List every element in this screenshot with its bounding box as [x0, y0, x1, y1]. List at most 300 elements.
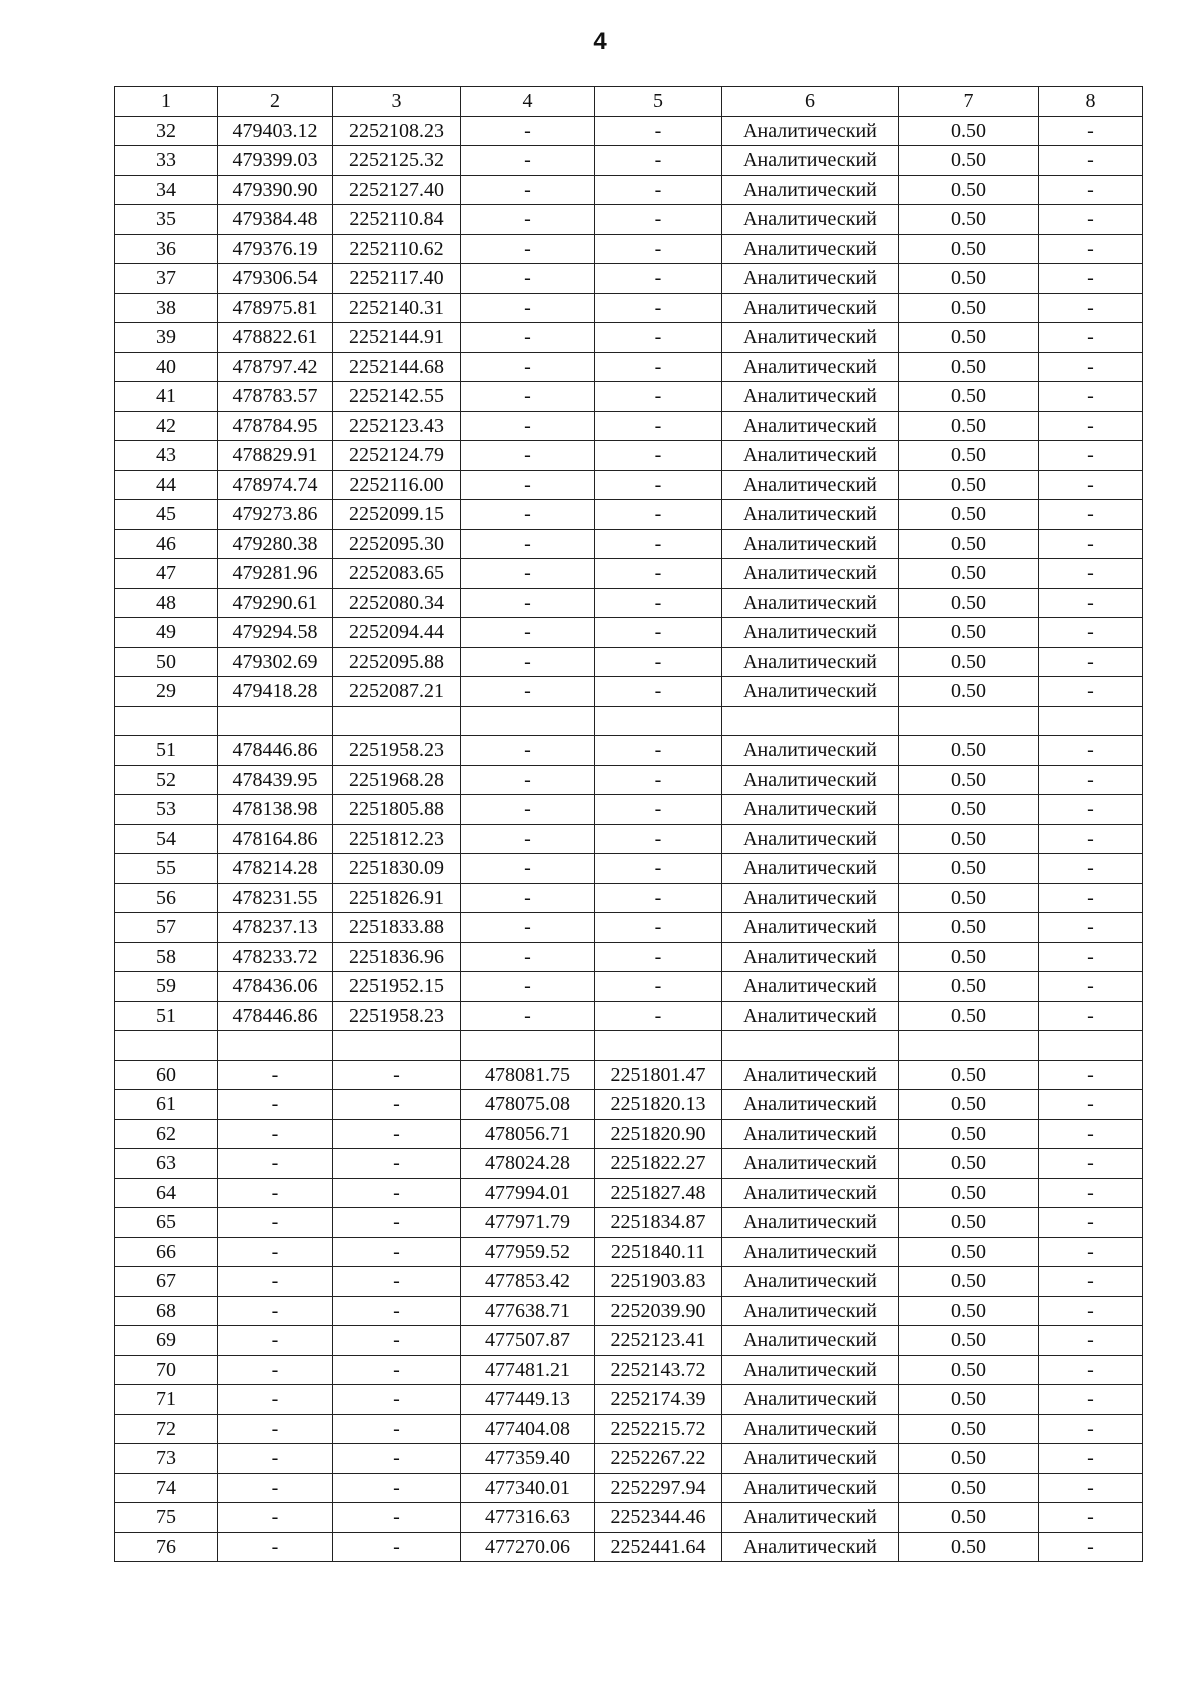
- table-cell: 2252174.39: [595, 1385, 722, 1415]
- table-cell: 0.50: [899, 883, 1039, 913]
- table-row: [115, 1178, 1143, 1208]
- table-cell: 0.50: [899, 647, 1039, 677]
- table-cell: -: [595, 293, 722, 323]
- table-cell: 478237.13: [218, 913, 333, 943]
- table-cell: 477853.42: [461, 1267, 595, 1297]
- table-cell: 0.50: [899, 146, 1039, 176]
- table-cell: -: [595, 382, 722, 412]
- table-cell: 479390.90: [218, 175, 333, 205]
- table-cell: 0.50: [899, 175, 1039, 205]
- table-cell: 0.50: [899, 1119, 1039, 1149]
- table-cell: Аналитический: [722, 942, 899, 972]
- table-cell: 50: [115, 647, 218, 677]
- table-cell: 478081.75: [461, 1060, 595, 1090]
- table-cell: 478446.86: [218, 736, 333, 766]
- table-cell: 42: [115, 411, 218, 441]
- table-cell: 0.50: [899, 529, 1039, 559]
- table-cell: Аналитический: [722, 824, 899, 854]
- table-cell: 0.50: [899, 1532, 1039, 1562]
- table-cell: -: [1039, 352, 1143, 382]
- table-cell: 76: [115, 1532, 218, 1562]
- table-cell: -: [1039, 1473, 1143, 1503]
- table-cell: -: [461, 883, 595, 913]
- table-cell: Аналитический: [722, 234, 899, 264]
- table-cell: Аналитический: [722, 647, 899, 677]
- table-cell: 2252123.41: [595, 1326, 722, 1356]
- table-row: [115, 175, 1143, 205]
- table-cell: -: [218, 1119, 333, 1149]
- table-cell: 2252441.64: [595, 1532, 722, 1562]
- table-cell: Аналитический: [722, 1414, 899, 1444]
- table-cell: 0.50: [899, 913, 1039, 943]
- table-cell: 2252094.44: [333, 618, 461, 648]
- table-cell: -: [595, 677, 722, 707]
- table-cell: 477507.87: [461, 1326, 595, 1356]
- table-cell: 0.50: [899, 1090, 1039, 1120]
- table-cell: 29: [115, 677, 218, 707]
- table-row: [115, 972, 1143, 1002]
- table-cell: 479302.69: [218, 647, 333, 677]
- table-row: [115, 677, 1143, 707]
- table-cell: 2251834.87: [595, 1208, 722, 1238]
- table-cell: -: [218, 1296, 333, 1326]
- table-cell: -: [595, 618, 722, 648]
- column-header: 5: [595, 87, 722, 117]
- table-cell: 65: [115, 1208, 218, 1238]
- table-cell: Аналитический: [722, 1444, 899, 1474]
- table-cell: -: [461, 618, 595, 648]
- table-cell: [333, 1031, 461, 1061]
- table-cell: 2252116.00: [333, 470, 461, 500]
- table-cell: -: [461, 854, 595, 884]
- table-cell: 479294.58: [218, 618, 333, 648]
- table-cell: -: [461, 765, 595, 795]
- table-cell: 0.50: [899, 264, 1039, 294]
- table-cell: -: [461, 411, 595, 441]
- table-cell: -: [461, 559, 595, 589]
- table-cell: 478233.72: [218, 942, 333, 972]
- table-row: [115, 529, 1143, 559]
- table-cell: 2251833.88: [333, 913, 461, 943]
- table-cell: Аналитический: [722, 323, 899, 353]
- table-cell: -: [1039, 1503, 1143, 1533]
- table-cell: Аналитический: [722, 795, 899, 825]
- table-row: [115, 795, 1143, 825]
- table-row: [115, 1355, 1143, 1385]
- table-cell: 70: [115, 1355, 218, 1385]
- table-cell: 0.50: [899, 588, 1039, 618]
- table-cell: 0.50: [899, 1208, 1039, 1238]
- table-cell: 479399.03: [218, 146, 333, 176]
- table-cell: [461, 706, 595, 736]
- table-cell: 0.50: [899, 972, 1039, 1002]
- table-cell: 2251820.90: [595, 1119, 722, 1149]
- table-cell: Аналитический: [722, 1090, 899, 1120]
- table-cell: Аналитический: [722, 441, 899, 471]
- table-cell: 2252087.21: [333, 677, 461, 707]
- table-cell: 62: [115, 1119, 218, 1149]
- table-cell: -: [218, 1060, 333, 1090]
- table-cell: 2251840.11: [595, 1237, 722, 1267]
- table-cell: -: [1039, 1178, 1143, 1208]
- table-cell: 478974.74: [218, 470, 333, 500]
- table-cell: -: [461, 352, 595, 382]
- table-cell: -: [1039, 1414, 1143, 1444]
- table-cell: -: [333, 1149, 461, 1179]
- table-cell: 478446.86: [218, 1001, 333, 1031]
- table-cell: 479376.19: [218, 234, 333, 264]
- table-cell: -: [1039, 824, 1143, 854]
- table-cell: -: [218, 1178, 333, 1208]
- table-cell: -: [461, 382, 595, 412]
- page-number: 4: [593, 28, 607, 55]
- table-cell: 0.50: [899, 1267, 1039, 1297]
- table-cell: 40: [115, 352, 218, 382]
- table-cell: Аналитический: [722, 1119, 899, 1149]
- table-cell: 56: [115, 883, 218, 913]
- table-cell: -: [1039, 1326, 1143, 1356]
- table-cell: Аналитический: [722, 1178, 899, 1208]
- table-cell: 45: [115, 500, 218, 530]
- table-cell: -: [1039, 441, 1143, 471]
- table-cell: 0.50: [899, 765, 1039, 795]
- table-cell: 2252117.40: [333, 264, 461, 294]
- table-cell: -: [1039, 1532, 1143, 1562]
- column-header: 7: [899, 87, 1039, 117]
- table-cell: -: [1039, 1149, 1143, 1179]
- column-header: 8: [1039, 87, 1143, 117]
- table-cell: 479306.54: [218, 264, 333, 294]
- table-row: [115, 854, 1143, 884]
- table-cell: Аналитический: [722, 293, 899, 323]
- table-cell: -: [595, 411, 722, 441]
- table-cell: 479280.38: [218, 529, 333, 559]
- table-cell: -: [595, 588, 722, 618]
- table-cell: 477270.06: [461, 1532, 595, 1562]
- table-row: [115, 1532, 1143, 1562]
- table-cell: Аналитический: [722, 1237, 899, 1267]
- table-cell: -: [333, 1532, 461, 1562]
- table-cell: -: [333, 1237, 461, 1267]
- table-cell: 478797.42: [218, 352, 333, 382]
- table-row: [115, 618, 1143, 648]
- table-cell: -: [1039, 146, 1143, 176]
- table-cell: [722, 706, 899, 736]
- table-cell: 0.50: [899, 677, 1039, 707]
- table-cell: 0.50: [899, 1001, 1039, 1031]
- table-cell: 0.50: [899, 824, 1039, 854]
- table-cell: -: [461, 795, 595, 825]
- table-cell: -: [218, 1237, 333, 1267]
- table-separator-row: [115, 1031, 1143, 1061]
- table-cell: -: [595, 647, 722, 677]
- table-cell: 48: [115, 588, 218, 618]
- table-cell: Аналитический: [722, 736, 899, 766]
- table-cell: -: [461, 234, 595, 264]
- table-cell: 478214.28: [218, 854, 333, 884]
- table-row: [115, 411, 1143, 441]
- table-cell: -: [595, 234, 722, 264]
- table-row: [115, 1060, 1143, 1090]
- table-cell: -: [333, 1267, 461, 1297]
- table-cell: -: [333, 1414, 461, 1444]
- table-cell: 36: [115, 234, 218, 264]
- table-cell: Аналитический: [722, 1532, 899, 1562]
- table-cell: 34: [115, 175, 218, 205]
- table-cell: 0.50: [899, 942, 1039, 972]
- table-cell: 2252080.34: [333, 588, 461, 618]
- table-cell: 0.50: [899, 1296, 1039, 1326]
- table-cell: -: [333, 1355, 461, 1385]
- table-row: [115, 736, 1143, 766]
- table-cell: 2252039.90: [595, 1296, 722, 1326]
- table-cell: -: [218, 1473, 333, 1503]
- table-cell: 0.50: [899, 1385, 1039, 1415]
- table-cell: 63: [115, 1149, 218, 1179]
- table-cell: 2252297.94: [595, 1473, 722, 1503]
- table-cell: -: [218, 1444, 333, 1474]
- table-cell: -: [595, 470, 722, 500]
- table-row: [115, 1090, 1143, 1120]
- table-cell: -: [1039, 1444, 1143, 1474]
- table-cell: Аналитический: [722, 382, 899, 412]
- table-cell: 477959.52: [461, 1237, 595, 1267]
- table-cell: 478829.91: [218, 441, 333, 471]
- table-row: [115, 1296, 1143, 1326]
- table-cell: Аналитический: [722, 411, 899, 441]
- table-cell: -: [333, 1090, 461, 1120]
- table-row: [115, 323, 1143, 353]
- table-cell: 477638.71: [461, 1296, 595, 1326]
- table-cell: -: [333, 1444, 461, 1474]
- table-cell: Аналитический: [722, 1208, 899, 1238]
- table-cell: 0.50: [899, 1473, 1039, 1503]
- table-cell: 478231.55: [218, 883, 333, 913]
- table-cell: [1039, 706, 1143, 736]
- table-cell: -: [218, 1267, 333, 1297]
- table-cell: 478164.86: [218, 824, 333, 854]
- table-cell: 2251830.09: [333, 854, 461, 884]
- table-cell: -: [461, 942, 595, 972]
- table-cell: -: [1039, 854, 1143, 884]
- table-cell: 0.50: [899, 1355, 1039, 1385]
- table-row: [115, 588, 1143, 618]
- table-cell: -: [595, 116, 722, 146]
- table-cell: -: [595, 323, 722, 353]
- table-cell: 2251827.48: [595, 1178, 722, 1208]
- table-cell: -: [1039, 1001, 1143, 1031]
- table-cell: 0.50: [899, 382, 1039, 412]
- table-cell: 2252110.62: [333, 234, 461, 264]
- table-cell: 2252083.65: [333, 559, 461, 589]
- table-cell: Аналитический: [722, 500, 899, 530]
- table-cell: -: [1039, 1385, 1143, 1415]
- table-cell: 0.50: [899, 1149, 1039, 1179]
- table-row: [115, 942, 1143, 972]
- table-cell: 59: [115, 972, 218, 1002]
- table-cell: -: [1039, 883, 1143, 913]
- table-cell: 2252144.68: [333, 352, 461, 382]
- table-cell: -: [1039, 588, 1143, 618]
- table-cell: 2252215.72: [595, 1414, 722, 1444]
- table-cell: 68: [115, 1296, 218, 1326]
- table-row: [115, 1503, 1143, 1533]
- table-cell: -: [595, 175, 722, 205]
- table-separator-row: [115, 706, 1143, 736]
- table-cell: 61: [115, 1090, 218, 1120]
- table-cell: 55: [115, 854, 218, 884]
- table-cell: [115, 1031, 218, 1061]
- table-cell: 477404.08: [461, 1414, 595, 1444]
- table-cell: -: [461, 677, 595, 707]
- table-cell: -: [333, 1326, 461, 1356]
- table-cell: -: [333, 1296, 461, 1326]
- table-cell: Аналитический: [722, 1473, 899, 1503]
- table-cell: -: [595, 264, 722, 294]
- table-cell: -: [461, 441, 595, 471]
- table-header-row: [115, 87, 1143, 117]
- table-cell: -: [595, 913, 722, 943]
- table-cell: Аналитический: [722, 559, 899, 589]
- table-cell: 43: [115, 441, 218, 471]
- table-cell: -: [1039, 470, 1143, 500]
- table-cell: 2251952.15: [333, 972, 461, 1002]
- table-cell: 478436.06: [218, 972, 333, 1002]
- table-cell: -: [461, 972, 595, 1002]
- table-row: [115, 293, 1143, 323]
- table-cell: 478975.81: [218, 293, 333, 323]
- table-cell: Аналитический: [722, 913, 899, 943]
- table-cell: 0.50: [899, 1503, 1039, 1533]
- table-cell: -: [218, 1355, 333, 1385]
- table-cell: Аналитический: [722, 146, 899, 176]
- table-cell: -: [595, 529, 722, 559]
- table-cell: 0.50: [899, 1444, 1039, 1474]
- table-cell: -: [1039, 1208, 1143, 1238]
- table-cell: 478822.61: [218, 323, 333, 353]
- table-cell: 478784.95: [218, 411, 333, 441]
- table-cell: -: [1039, 1267, 1143, 1297]
- table-cell: 479273.86: [218, 500, 333, 530]
- table-cell: 0.50: [899, 1178, 1039, 1208]
- table-row: [115, 1444, 1143, 1474]
- table-cell: Аналитический: [722, 677, 899, 707]
- table-cell: Аналитический: [722, 765, 899, 795]
- table-cell: -: [218, 1149, 333, 1179]
- table-cell: 2251820.13: [595, 1090, 722, 1120]
- table-row: [115, 1267, 1143, 1297]
- table-cell: 0.50: [899, 618, 1039, 648]
- table-cell: 478783.57: [218, 382, 333, 412]
- table-cell: 2251903.83: [595, 1267, 722, 1297]
- table-cell: 2252267.22: [595, 1444, 722, 1474]
- table-cell: -: [1039, 913, 1143, 943]
- table-cell: 477971.79: [461, 1208, 595, 1238]
- table-cell: Аналитический: [722, 588, 899, 618]
- table-cell: 51: [115, 736, 218, 766]
- table-cell: 39: [115, 323, 218, 353]
- table-cell: 2251805.88: [333, 795, 461, 825]
- table-cell: -: [595, 205, 722, 235]
- table-row: [115, 234, 1143, 264]
- table-cell: -: [595, 854, 722, 884]
- table-cell: 64: [115, 1178, 218, 1208]
- table-cell: -: [1039, 293, 1143, 323]
- table-row: [115, 1149, 1143, 1179]
- table-cell: -: [1039, 677, 1143, 707]
- table-cell: 37: [115, 264, 218, 294]
- table-cell: -: [461, 647, 595, 677]
- column-header: 3: [333, 87, 461, 117]
- table-cell: 33: [115, 146, 218, 176]
- table-cell: -: [461, 116, 595, 146]
- table-cell: -: [595, 352, 722, 382]
- table-cell: Аналитический: [722, 1385, 899, 1415]
- table-cell: -: [461, 323, 595, 353]
- table-row: [115, 146, 1143, 176]
- table-row: [115, 441, 1143, 471]
- table-cell: 2252110.84: [333, 205, 461, 235]
- table-cell: Аналитический: [722, 883, 899, 913]
- table-cell: -: [461, 913, 595, 943]
- table-cell: [333, 706, 461, 736]
- table-cell: -: [461, 588, 595, 618]
- table-cell: -: [461, 529, 595, 559]
- table-cell: 51: [115, 1001, 218, 1031]
- table-row: [115, 1326, 1143, 1356]
- table-cell: [218, 1031, 333, 1061]
- table-cell: -: [218, 1503, 333, 1533]
- table-cell: 44: [115, 470, 218, 500]
- table-cell: 2252144.91: [333, 323, 461, 353]
- table-cell: -: [1039, 234, 1143, 264]
- table-cell: 479290.61: [218, 588, 333, 618]
- table-cell: -: [461, 175, 595, 205]
- table-row: [115, 205, 1143, 235]
- table-cell: -: [461, 824, 595, 854]
- table-cell: -: [595, 441, 722, 471]
- table-cell: -: [218, 1532, 333, 1562]
- table-cell: 2251836.96: [333, 942, 461, 972]
- table-cell: -: [595, 824, 722, 854]
- table-cell: -: [595, 559, 722, 589]
- table-cell: 35: [115, 205, 218, 235]
- table-cell: 0.50: [899, 411, 1039, 441]
- column-header: 4: [461, 87, 595, 117]
- table-cell: 478138.98: [218, 795, 333, 825]
- table-row: [115, 1385, 1143, 1415]
- table-cell: 2251826.91: [333, 883, 461, 913]
- table-cell: Аналитический: [722, 205, 899, 235]
- table-row: [115, 500, 1143, 530]
- table-cell: [899, 706, 1039, 736]
- table-cell: 2252123.43: [333, 411, 461, 441]
- table-row: [115, 559, 1143, 589]
- table-cell: 66: [115, 1237, 218, 1267]
- table-row: [115, 1119, 1143, 1149]
- table-cell: Аналитический: [722, 1296, 899, 1326]
- table-cell: -: [1039, 411, 1143, 441]
- table-row: [115, 1473, 1143, 1503]
- table-cell: 479403.12: [218, 116, 333, 146]
- table-row: [115, 1237, 1143, 1267]
- table-cell: 478075.08: [461, 1090, 595, 1120]
- table-cell: 479281.96: [218, 559, 333, 589]
- table-cell: 53: [115, 795, 218, 825]
- table-cell: 2252125.32: [333, 146, 461, 176]
- table-cell: 2252344.46: [595, 1503, 722, 1533]
- table-cell: [1039, 1031, 1143, 1061]
